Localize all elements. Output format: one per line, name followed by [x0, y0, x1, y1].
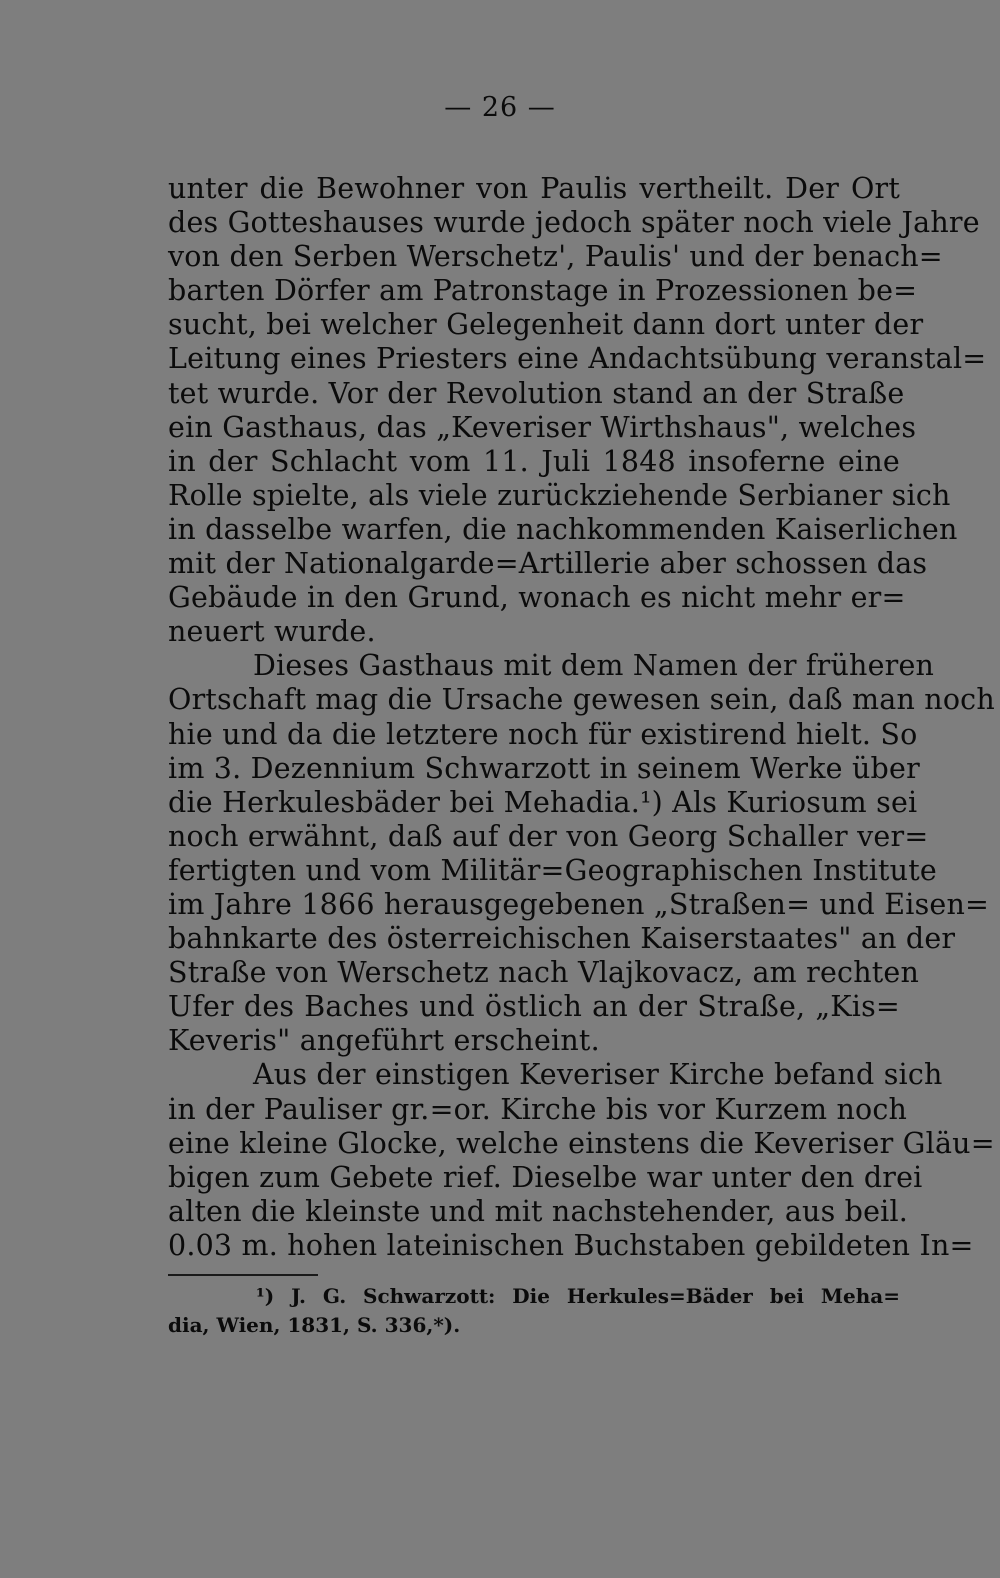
footnote-divider [168, 1274, 318, 1276]
text-line: bahnkarte des österreichischen Kaiserstaates" an der [168, 922, 956, 956]
text-line: Gebäude in den Grund, wonach es nicht mehr er= [168, 581, 906, 615]
text-line: Straße von Werschetz nach Vlajkovacz, am rechten [168, 956, 920, 990]
paragraph-first-line: Aus der einstigen Keveriser Kirche befand sich [253, 1058, 943, 1092]
text-line: unter die Bewohner von Paulis vertheilt. Der Ort [168, 172, 900, 205]
text-line: die Herkulesbäder bei Mehadia.¹) Als Kuriosum sei [168, 785, 918, 819]
text-line: barten Dörfer am Patronstage in Prozessionen be= [168, 274, 918, 308]
text-line: Rolle spielte, als viele zurückziehende Serbianer sich [168, 478, 951, 512]
text-line: von den Serben Werschetz', Paulis' und der benach= [168, 240, 943, 274]
text-line: Ufer des Baches und östlich an der Straße, „Kis= [168, 990, 900, 1024]
text-line: im Jahre 1866 herausgegebenen „Straßen= und Eisen= [168, 887, 990, 921]
text-line: fertigten und vom Militär=Geographischen Institute [168, 853, 937, 887]
text-line: in dasselbe warfen, die nachkommenden Kaiserlichen [168, 512, 958, 546]
body-text [168, 172, 995, 1263]
text-line: Ortschaft mag die Ursache gewesen sein, daß man noch [168, 683, 995, 717]
text-line: noch erwähnt, daß auf der von Georg Schaller ver= [168, 819, 929, 853]
footnote [168, 1282, 900, 1340]
text-line: mit der Nationalgarde=Artillerie aber schossen das [168, 547, 928, 581]
text-line: eine kleine Glocke, welche einstens die Keveriser Gläu= [168, 1126, 995, 1160]
text-line: in der Pauliser gr.=or. Kirche bis vor Kurzem noch [168, 1092, 908, 1126]
text-line: in der Schlacht vom 11. Juli 1848 insoferne eine [168, 444, 900, 478]
text-line: alten die kleinste und mit nachstehender, aus beil. [168, 1194, 909, 1228]
text-line: Leitung eines Priesters eine Andachtsübung veranstal= [168, 342, 987, 376]
text-line: neuert wurde. [168, 615, 376, 649]
footnote-line: ¹) J. G. Schwarzott: Die Herkules=Bäder bei Meha= [256, 1284, 900, 1308]
text-line: des Gotteshauses wurde jedoch später noch viele Jahre [168, 206, 980, 240]
text-line: 0.03 m. hohen lateinischen Buchstaben gebildeten In= [168, 1228, 974, 1262]
text-line: sucht, bei welcher Gelegenheit dann dort unter der [168, 308, 924, 342]
footnote-line: dia, Wien, 1831, S. 336,*). [168, 1313, 461, 1337]
text-line: bigen zum Gebete rief. Dieselbe war unter den drei [168, 1160, 923, 1194]
text-line: tet wurde. Vor der Revolution stand an der Straße [168, 376, 905, 410]
text-line: hie und da die letztere noch für existirend hielt. So [168, 717, 918, 751]
text-line: ein Gasthaus, das „Keveriser Wirthshaus", welches [168, 410, 917, 444]
paragraph-first-line: Dieses Gasthaus mit dem Namen der früheren [253, 649, 935, 683]
page-number: — 26 — [444, 92, 556, 123]
text-line: im 3. Dezennium Schwarzott in seinem Werke über [168, 751, 920, 785]
text-line: Keveris" angeführt erscheint. [168, 1024, 600, 1058]
